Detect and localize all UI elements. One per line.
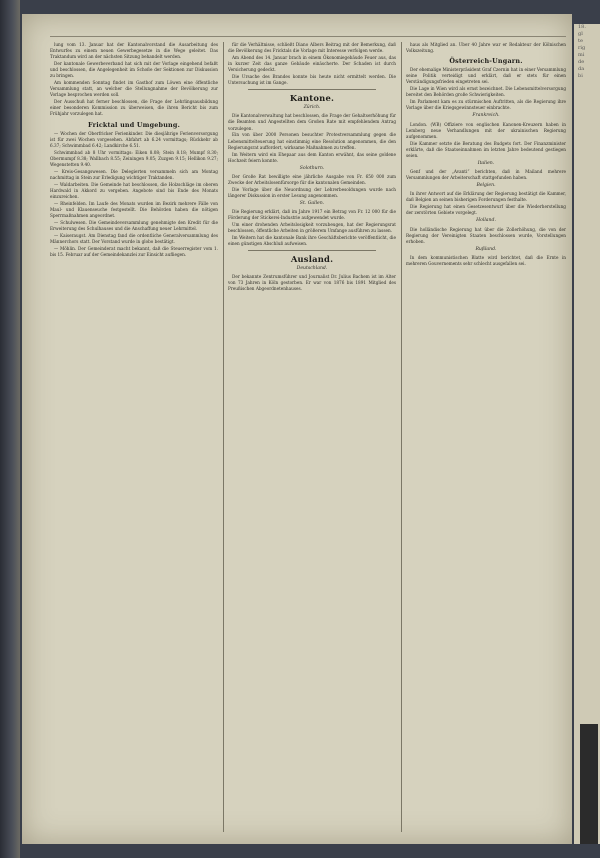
paragraph: Am kommenden Sonntag findet im Gasthof zum Löwen eine öffentliche Versammlung statt, an welcher die Stellungnahme der Bevölkerung zur Vorlage besprochen werden soll. xyxy=(50,80,218,98)
paragraph: — Schulwesen. Die Gemeindeversammlung genehmigte den Kredit für die Erweiterung des Schulhauses und die Anschaffung neuer Lehrmittel. xyxy=(50,219,218,231)
separator xyxy=(248,250,376,251)
paragraph: Die Vorlage über die Neuordnung der Lehrerbesoldungen wurde nach längerer Diskussion in erster Lesung angenommen. xyxy=(228,186,396,198)
paragraph: Der Ausschuß hat ferner beschlossen, die Frage der Lehrlingsausbildung einer besonderen Kommission zu überweisen, die ihren Bericht bis zum Frühjahr vorzulegen hat. xyxy=(50,99,218,117)
column-rule xyxy=(401,42,402,832)
adjacent-page-dark-band xyxy=(580,724,598,844)
subsection-heading: Solothurn. xyxy=(299,165,325,171)
paragraph: Im Parlament kam es zu stürmischen Auftritten, als die Regierung ihre Vorlage über die Kriegsgewinnsteuer einbrachte. xyxy=(406,99,566,111)
column-3 xyxy=(406,42,566,832)
section-heading: Fricktal und Umgebung. xyxy=(88,120,180,129)
column-rule xyxy=(223,42,224,832)
paragraph: Um einer drohenden Arbeitslosigkeit vorzubeugen, hat der Regierungsrat beschlossen, öffentliche Arbeiten in größerem Umfange ausführen zu lassen. xyxy=(228,222,396,234)
column-1 xyxy=(50,42,218,832)
subsection-heading: Belgien. xyxy=(476,183,496,189)
paragraph: Der ehemalige Ministerpräsident Graf Czernin hat in einer Versammlung seine Politik verteidigt und erklärt, daß er stets für einen Verständigungsfrieden eingetreten sei. xyxy=(406,67,566,85)
subsection-heading: Deutschland. xyxy=(296,266,328,272)
adjacent-page-text: 18. xyxy=(578,24,586,30)
paragraph: — Rheinfelden. Im Laufe des Monats wurden im Bezirk mehrere Fälle von Maul- und Klauenseuche festgestellt. Die Behörden haben die nötigen Sperrmaßnahmen angeordnet. xyxy=(50,200,218,218)
paragraph: Der bekannte Zentrumsführer und Journalist Dr. Julius Bachem ist im Alter von 73 Jahren in Köln gestorben. Er war von 1876 bis 1891 Mitglied des Preußischen Abgeordnetenhauses. xyxy=(228,274,396,292)
subsection-heading: St. Gallen. xyxy=(299,200,325,206)
paragraph: Schwimmbad ab 8 Uhr vormittags: Eiken 8.08; Stein 8.18; Mumpf 8.30; Obermumpf 8.38; Wallbach 8.55; Zeiningen 9.05; Zuzgen 9.15; Hellikon 9.27; Wegenstetten 9.40. xyxy=(50,149,218,167)
page-header-rule xyxy=(50,30,566,37)
separator xyxy=(248,89,376,90)
column-2 xyxy=(228,42,396,832)
paragraph: In ihrer Antwort auf die Erklärung der Regierung bestätigt die Kammer, daß Belgien an seinen bisherigen Forderungen festhalte. xyxy=(406,191,566,203)
paragraph: Die Ursache des Brandes konnte bis heute nicht ermittelt werden. Die Untersuchung ist im Gange. xyxy=(228,74,396,86)
paragraph: Genf und der „Avanti“ berichten, daß in Mailand mehrere Versammlungen der Arbeiterschaft stattgefunden haben. xyxy=(406,168,566,181)
subsection-heading: Frankreich. xyxy=(472,113,500,119)
adjacent-page-text: da xyxy=(578,66,585,72)
paragraph: Die Lage in Wien wird als ernst bezeichnet. Die Lebensmittelversorgung bereitet den Behörden große Schwierigkeiten. xyxy=(406,86,566,98)
paragraph: Ein von über 2000 Personen besuchter Protestversammlung gegen die Lebensmittelteuerung hat einstimmig eine Resolution angenommen, die den Regierungsrat auffordert, wirksame Maßnahmen zu treffen. xyxy=(228,132,396,150)
paragraph: — Kaiseraugst. Am Dienstag fand die ordentliche Generalversammlung des Männerchors statt. Der Vorstand wurde in globo bestätigt. xyxy=(50,232,218,244)
paragraph: — Wochen der Oberfricker Ferienkinder. Die diesjährige Ferienversorgung ist für zwei Wochen vorgesehen. Abfahrt ab 6.24 vormittags; Rückkehr ab 6.37; Schwimmbad 6.42; Landkirche 6.51. xyxy=(50,130,218,148)
adjacent-page-edge xyxy=(574,24,600,844)
paragraph: Im Weitern hat die kantonale Bank ihre Geschäftsberichte veröffentlicht, die einen günstigen Abschluß aufweisen. xyxy=(228,235,396,247)
adjacent-page-text: rig xyxy=(578,45,586,51)
section-heading: Ausland. xyxy=(290,254,334,265)
paragraph: Die Regierung erklärt, daß im Jahre 1917 ein Betrag von Fr. 12 000 für die Förderung der Stickerei-Industrie aufgewendet wurde. xyxy=(228,209,396,221)
paragraph: Die Kantonalverwaltung hat beschlossen, die Frage der Gehaltserhöhung für die Beamten und Angestellten dem Großen Rate mit empfehlendem Antrag vorzulegen. xyxy=(228,113,396,131)
adjacent-page-text: gl xyxy=(578,31,583,37)
paragraph: In dem kommunistischen Blatte wird berichtet, daß die Ernte in mehreren Gouvernements sehr schlecht ausgefallen sei. xyxy=(406,254,566,266)
section-heading: Österreich-Ungarn. xyxy=(449,57,523,66)
adjacent-page-text: te xyxy=(578,38,583,44)
adjacent-page-text: mi xyxy=(578,52,585,58)
paragraph: lung vom 13. Januar hat der Kantonalvorstand die Ausarbeitung des Entwurfes zu einem neuen Gewerbegesetze in die Wege geleitet. Das Traktandum wird an der nächsten Sitzung behandelt werden. xyxy=(50,42,218,60)
subsection-heading: Rußland. xyxy=(475,246,497,252)
paragraph: — Kreis-Gesangswesen. Die Delegierten versammeln sich am Montag nachmittag in Stein zur Erledigung wichtiger Traktanden. xyxy=(50,168,218,180)
subsection-heading: Holland. xyxy=(476,218,496,224)
subsection-heading: Italien. xyxy=(477,160,495,166)
subsection-heading: Zürich. xyxy=(303,105,321,111)
adjacent-page-text: bi xyxy=(578,73,583,79)
paragraph: — Möhlin. Der Gemeinderat macht bekannt, daß die Steuerregister vom 1. bis 15. Februar auf der Gemeindekanzlei zur Einsicht aufliegen. xyxy=(50,245,218,257)
paragraph: Im Weitern wird ein Ehepaar aus dem Kanton erwähnt, das seine goldene Hochzeit feiern konnte. xyxy=(228,151,396,163)
adjacent-page-text: de xyxy=(578,59,585,65)
paragraph: Am Abend des 14. Januar brach in einem Ökonomiegebäude Feuer aus, das in kurzer Zeit das ganze Gebäude einäscherte. Der Schaden ist durch Versicherung gedeckt. xyxy=(228,54,396,73)
paragraph: für die Verhältnisse, schließt Diano Albers Beitrag mit der Bemerkung, daß die Bevölkerung des Fricktals die Vorlage mit Interesse verfolgen werde. xyxy=(228,42,396,54)
section-heading: Kantone. xyxy=(289,93,335,104)
paragraph: London. (WB) Offiziere von englischen Kanonen-Kreuzern haben in Lemberg neue Verhandlungen mit der ukrainischen Regierung aufgenommen. xyxy=(406,121,566,139)
newspaper-page xyxy=(22,14,572,844)
paragraph: — Waldarbeiten. Die Gemeinde hat beschlossen, die Holzschläge im oberen Hardwald in Akkord zu vergeben. Angebote sind bis Ende des Monats einzureichen. xyxy=(50,181,218,199)
paragraph: Die Regierung hat einen Gesetzesentwurf über die Wiederherstellung der zerstörten Gebiete vorgelegt. xyxy=(406,204,566,216)
paragraph: Der Große Rat bewilligte eine jährliche Ausgabe von Fr. 650 000 zum Zwecke der Arbeitslosenfürsorge für die kantonalen Gemeinden. xyxy=(228,173,396,185)
book-binding xyxy=(0,0,20,858)
paragraph: haus als Mitglied an. Über 40 Jahre war er Redakteur der Kölnischen Volkszeitung. xyxy=(406,42,566,54)
paragraph: Die Kammer setzte die Beratung des Budgets fort. Der Finanzminister erklärte, daß die Staatseinnahmen im letzten Jahre bedeutend gestiegen seien. xyxy=(406,140,566,158)
paragraph: Der kantonale Gewerbeverband hat sich mit der Vorlage eingehend befaßt und beschlossen, die Angelegenheit im Schoße der Sektionen zur Diskussion zu bringen. xyxy=(50,61,218,79)
paragraph: Die holländische Regierung hat über die Zollerhöhung, die von der Regierung der Vereinigten Staaten beschlossen wurde, Vorstellungen erhoben. xyxy=(406,226,566,244)
